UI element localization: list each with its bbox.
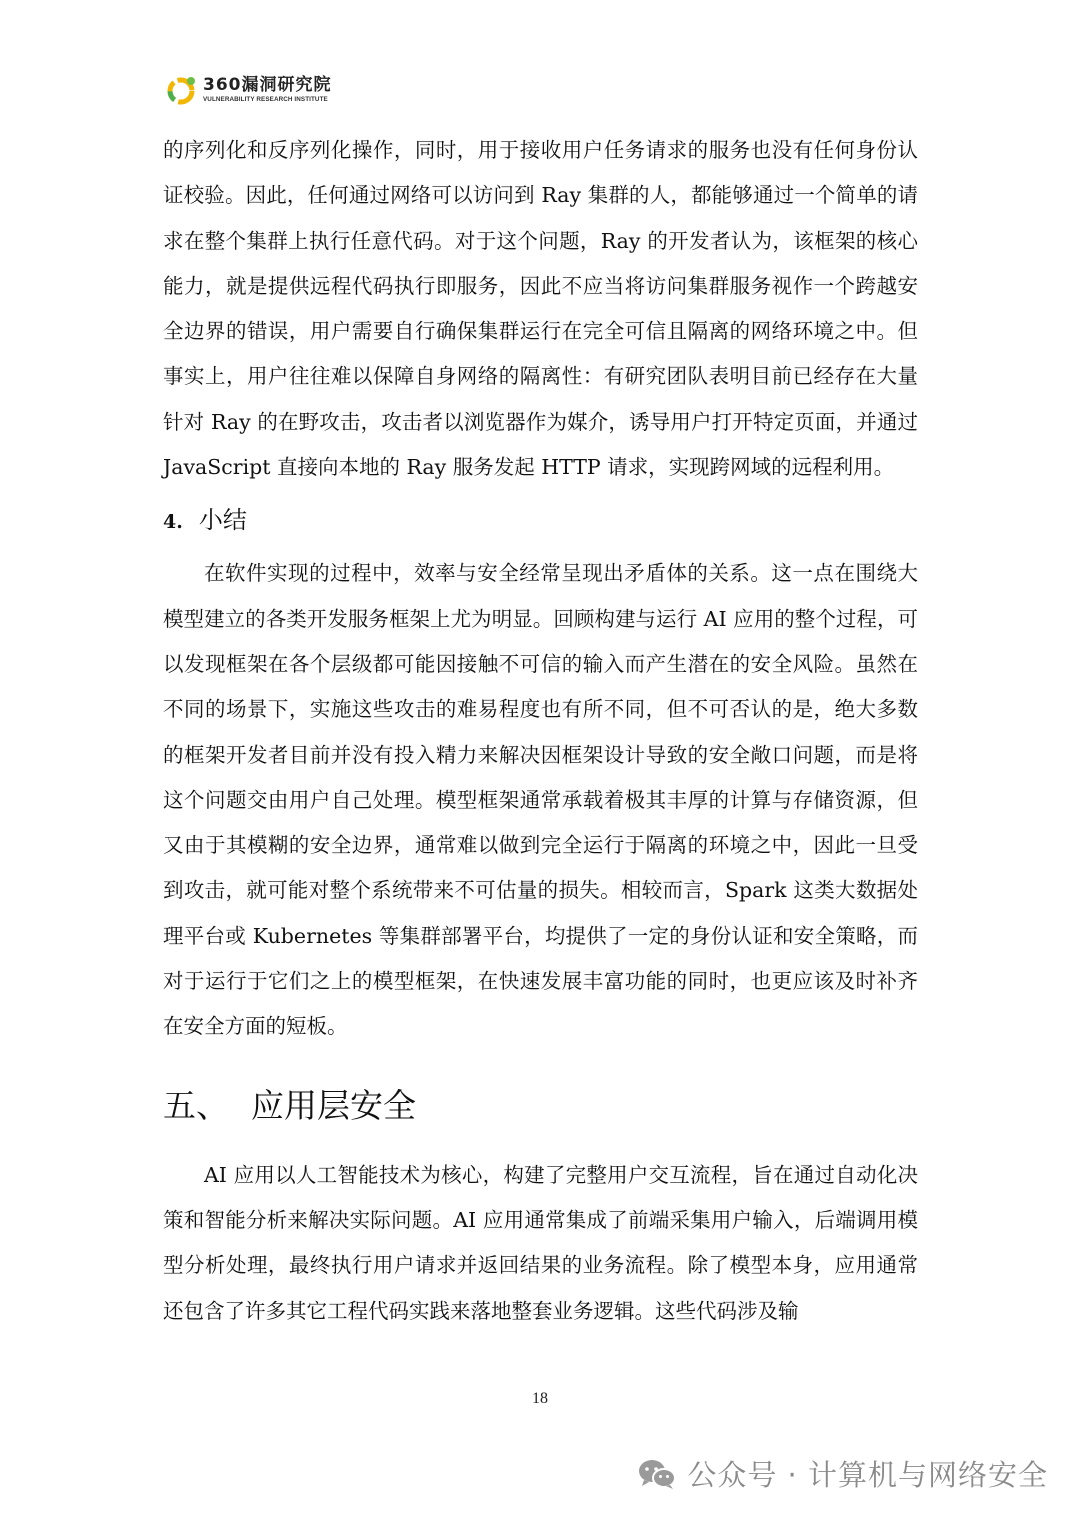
chapter-number: 五、: [163, 1085, 229, 1125]
section-heading-summary: [163, 503, 918, 539]
paragraph-ai-application: AI 应用以人工智能技术为核心，构建了完整用户交互流程，旨在通过自动化决策和智能分析来解决实际问题。AI 应用通常集成了前端采集用户输入，后端调用模型分析处理，最终执行用户请求并返回结果的业务流程。除了模型本身，应用通常还包含了许多其它工程代码实践来落地整套业务逻辑。这些代码涉及输: [163, 1162, 918, 1323]
document-header: [163, 72, 332, 108]
logo-subtitle: VULNERABILITY RESEARCH INSTITUTE: [203, 96, 328, 103]
360-ring-logo-icon: [163, 72, 199, 108]
document-body: [163, 128, 918, 1334]
watermark: [637, 1453, 1048, 1494]
page-number: 18: [532, 1390, 548, 1407]
logo-title: 360漏洞研究院: [203, 75, 332, 95]
paragraph-ray-security: 的序列化和反序列化操作，同时，用于接收用户任务请求的服务也没有任何身份认证校验。因此，任何通过网络可以访问到 Ray 集群的人，都能够通过一个简单的请求在整个集群上执行任意代码。对于这个问题，Ray 的开发者认为，该框架的核心能力，就是提供远程代码执行即服务，因此不应当将访问集群服务视作一个跨越安全边界的错误，用户需要自行确保集群运行在完全可信且隔离的网络环境之中。但事实上，用户往往难以保障自身网络的隔离性：有研究团队表明目前已经存在大量针对 Ray 的在野攻击，攻击者以浏览器作为媒介，诱导用户打开特定页面，并通过 JavaScript 直接向本地的 Ray 服务发起 HTTP 请求，实现跨网域的远程利用。: [163, 138, 918, 480]
chapter-heading-application-security: [163, 1083, 918, 1129]
chapter-title: 应用层安全: [251, 1085, 416, 1125]
section-title: 小结: [198, 506, 247, 535]
wechat-icon: [637, 1457, 677, 1491]
watermark-text: 公众号 · 计算机与网络安全: [687, 1458, 1048, 1492]
section-number: 4.: [163, 511, 183, 534]
paragraph-summary: 在软件实现的过程中，效率与安全经常呈现出矛盾体的关系。这一点在围绕大模型建立的各类开发服务框架上尤为明显。回顾构建与运行 AI 应用的整个过程，可以发现框架在各个层级都可能因接触不可信的输入而产生潜在的安全风险。虽然在不同的场景下，实施这些攻击的难易程度也有所不同，但不可否认的是，绝大多数的框架开发者目前并没有投入精力来解决因框架设计导致的安全敞口问题，而是将这个问题交由用户自己处理。模型框架通常承载着极其丰厚的计算与存储资源，但又由于其模糊的安全边界，通常难以做到完全运行于隔离的环境之中，因此一旦受到攻击，就可能对整个系统带来不可估量的损失。相较而言，Spark 这类大数据处理平台或 Kubernetes 等集群部署平台，均提供了一定的身份认证和安全策略，而对于运行于它们之上的模型框架，在快速发展丰富功能的同时，也更应该及时补齐在安全方面的短板。: [163, 561, 918, 1039]
